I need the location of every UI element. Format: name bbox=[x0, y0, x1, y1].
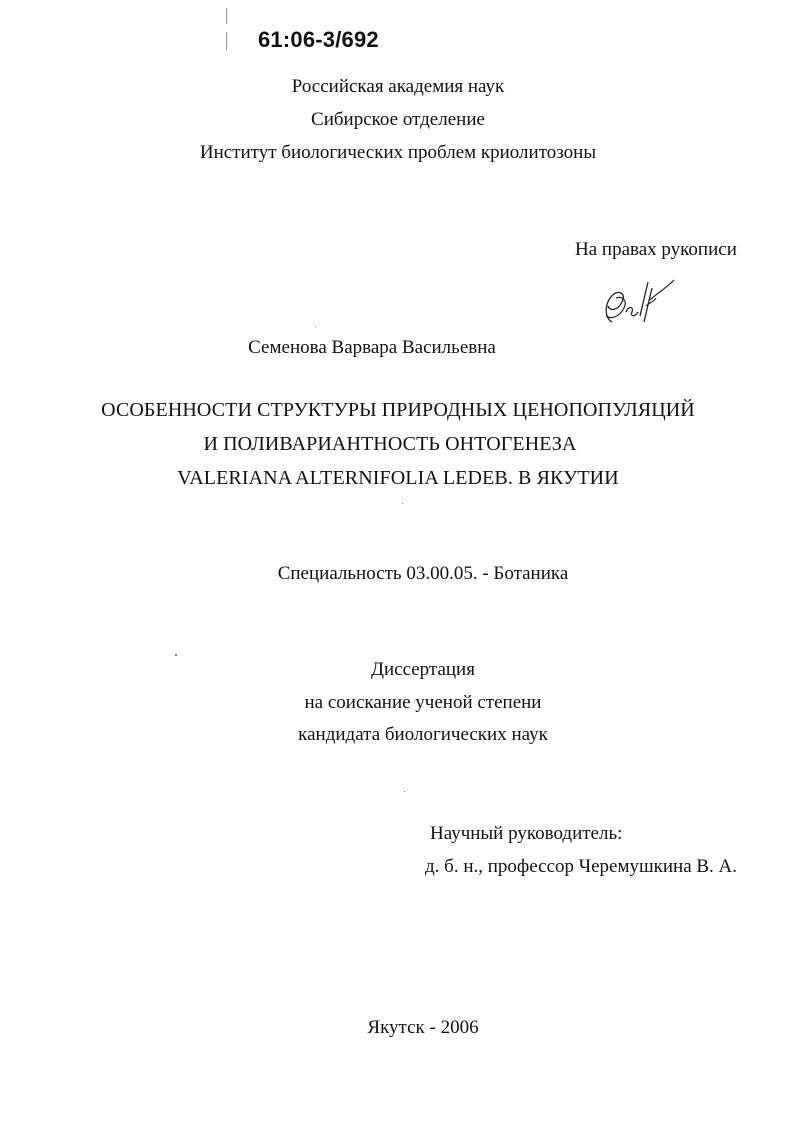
scan-mark-line bbox=[226, 8, 227, 24]
degree-line: на соискание ученой степени bbox=[304, 692, 542, 713]
signature-image bbox=[598, 272, 678, 330]
supervisor-name: д. б. н., профессор Черемушкина В. А. bbox=[425, 856, 738, 877]
scan-mark-line bbox=[226, 32, 227, 50]
title-line-1: ОСОБЕННОСТИ СТРУКТУРЫ ПРИРОДНЫХ ЦЕНОПОПУЛЯЦИЙ bbox=[101, 399, 695, 421]
institution-academy: Российская академия наук bbox=[291, 76, 505, 97]
dissertation-label: Диссертация bbox=[371, 659, 475, 680]
title-line-3: VALERIANA ALTERNIFOLIA LEDEB. В ЯКУТИИ bbox=[177, 467, 619, 489]
scan-speck bbox=[315, 326, 316, 327]
institution-branch: Сибирское отделение bbox=[311, 109, 485, 130]
institution-name: Институт биологических проблем криолитозоны bbox=[199, 142, 597, 163]
archive-code: 61:06-3/692 bbox=[258, 27, 379, 52]
specialty: Специальность 03.00.05. - Ботаника bbox=[277, 563, 569, 584]
manuscript-rights: На правах рукописи bbox=[575, 239, 737, 260]
supervisor-label: Научный руководитель: bbox=[430, 823, 623, 844]
scan-speck bbox=[402, 503, 403, 504]
place-year: Якутск - 2006 bbox=[367, 1017, 479, 1038]
degree-field: кандидата биологических наук bbox=[298, 724, 548, 745]
title-line-2: И ПОЛИВАРИАНТНОСТЬ ОНТОГЕНЕЗА bbox=[203, 433, 577, 455]
author-name: Семенова Варвара Васильевна bbox=[248, 337, 496, 358]
scan-speck bbox=[175, 654, 177, 656]
scan-speck bbox=[404, 791, 405, 792]
